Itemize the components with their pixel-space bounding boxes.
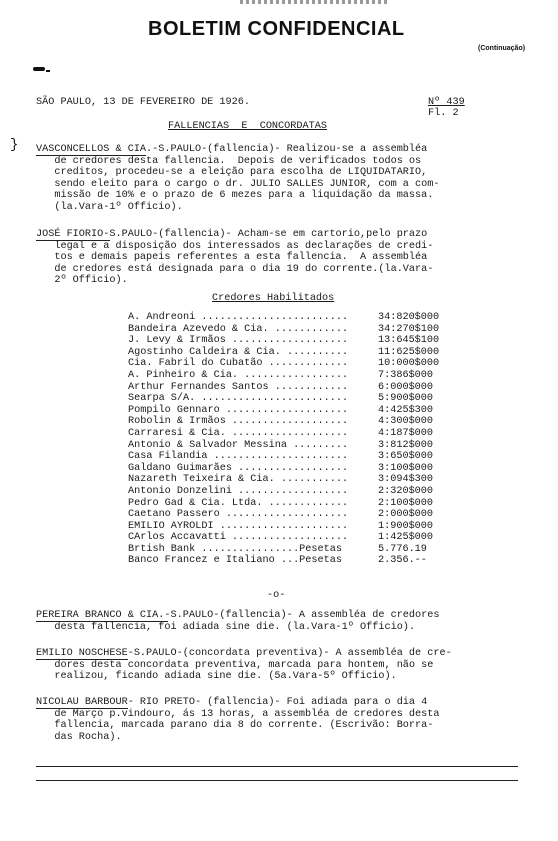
creditor-value: 7:386$000: [378, 369, 434, 381]
table-row: [128, 555, 488, 567]
entry-line: realizou, ficando adiada sine die. (5a.Vara-5º Officio).: [36, 671, 397, 683]
creditor-value: 3:094$300: [378, 474, 434, 486]
table-row: [128, 405, 488, 417]
table-row: [128, 312, 488, 324]
creditor-value: 1:900$000: [378, 520, 434, 532]
creditor-name: Casa Filandia ......................: [128, 451, 349, 463]
table-row: [128, 416, 488, 428]
table-row: [128, 370, 488, 382]
creditor-value: 13:645$100: [378, 335, 440, 347]
creditor-name: CArlos Accavatti ...................: [128, 532, 349, 544]
table-row: [128, 347, 488, 359]
table-row: [128, 498, 488, 510]
table-row: [128, 382, 488, 394]
heading-underline: [36, 708, 128, 709]
creditor-name: A. Pinheiro & Cia. .................: [128, 369, 349, 381]
table-row: [128, 428, 488, 440]
entry-line: VASCONCELLOS & CIA.-S.PAULO-(fallencia)- Realizou-se a assembléa: [36, 144, 428, 155]
document-date: SÃO PAULO, 13 DE FEVEREIRO DE 1926.: [36, 97, 250, 108]
creditor-value: 5.776.19: [378, 543, 427, 555]
creditor-name: Galdano Guimarães ..................: [128, 462, 349, 474]
creditor-value: 34:270$100: [378, 323, 440, 335]
creditor-value: 11:625$000: [378, 346, 440, 358]
creditor-value: 4:425$300: [378, 404, 434, 416]
creditor-name: Caetano Passero ....................: [128, 509, 349, 521]
creditor-name: Agostinho Caldeira & Cia. ..........: [128, 346, 349, 358]
heading-underline: [36, 621, 168, 622]
entry-line: de credores está designada para o dia 19 do corrente.(la.Vara-: [36, 263, 434, 275]
entry-barbour: [36, 697, 526, 743]
entry-noschese: [36, 648, 526, 683]
creditor-value: 3:100$000: [378, 462, 434, 474]
table-row: [128, 451, 488, 463]
creditor-name: Banco Francez e Italiano ...Pesetas: [128, 555, 342, 567]
creditor-name: A. Andreoni ........................: [128, 312, 349, 323]
continuation-label: (Continuação): [478, 45, 526, 52]
page-title: BOLETIM CONFIDENCIAL: [148, 18, 405, 40]
entry-line: sendo eleito para o cargo o dr. JULIO SALLES JUNIOR, com a com-: [36, 178, 440, 190]
heading-underline: [36, 659, 128, 660]
bulletin-number: Nº 439: [428, 97, 465, 108]
creditor-name: Nazareth Teixeira & Cia. ...........: [128, 474, 349, 486]
creditor-value: 6:000$000: [378, 381, 434, 393]
entry-line: 2º Officio).: [36, 275, 128, 287]
creditor-value: 2:100$000: [378, 497, 434, 509]
entry-line: tos e demais papeis referentes a esta fallencia. A assembléa: [36, 252, 428, 264]
entry-line: (la.Vara-1º Officio).: [36, 201, 183, 213]
creditor-name: Carraresi & Cia. ...................: [128, 427, 349, 439]
entry-line: missão de 10% e o prazo de 6 mezes para a liquidação da massa.: [36, 190, 434, 202]
creditors-title: Credores Habilitados: [212, 293, 335, 304]
entry-line: das Rocha).: [36, 731, 122, 743]
table-row: [128, 509, 488, 521]
entry-line: legal e a disposição dos interessados as declarações de credi-: [36, 240, 434, 252]
creditor-value: 2:320$000: [378, 485, 434, 497]
creditor-name: Brtish Bank ................Pesetas: [128, 543, 342, 555]
entry-line: creditos, procedeu-se a eleição para escolha de LIQUIDATARIO,: [36, 167, 428, 179]
creditor-value: 4:187$000: [378, 427, 434, 439]
creditor-name: Pedro Gad & Cia. Ltda. .............: [128, 497, 349, 509]
entry-line: NICOLAU BARBOUR- RIO PRETO- (fallencia)- Foi adiada para o dia 4: [36, 697, 428, 708]
creditor-value: 34:820$000: [378, 312, 440, 323]
creditor-name: Cia. Fabril do Cubatão .............: [128, 358, 349, 370]
table-row: [128, 324, 488, 336]
creditor-value: 3:812$000: [378, 439, 434, 451]
table-row: [128, 532, 488, 544]
ink-mark: [46, 70, 50, 72]
table-row: [128, 393, 488, 405]
entry-line: de Março p.vindouro, ás 13 horas, a assembléa de credores desta: [36, 708, 440, 720]
table-row: [128, 544, 488, 556]
creditor-name: Robolin & Irmãos ...................: [128, 416, 349, 428]
table-row: [128, 440, 488, 452]
separator: -o-: [267, 590, 286, 601]
entry-line: EMILIO NOSCHESE-S.PAULO-(concordata preventiva)- A assembléa de cre-: [36, 648, 452, 659]
bottom-rule: [36, 766, 518, 767]
entry-line: JOSÉ FIORIO-S.PAULO-(fallencia)- Acham-se em cartorio,pelo prazo: [36, 229, 428, 240]
entry-line: dores desta concordata preventiva, marcada para hontem, não se: [36, 659, 434, 671]
creditor-name: J. Levy & Irmãos ...................: [128, 335, 349, 347]
table-row: [128, 335, 488, 347]
scan-artifact: [240, 0, 390, 4]
margin-mark: }: [10, 137, 19, 153]
creditor-value: 3:650$000: [378, 451, 434, 463]
section-heading: FALLENCIAS E CONCORDATAS: [168, 121, 327, 132]
sheet-number: Fl. 2: [428, 108, 459, 119]
entry-line: fallencia, marcada parano dia 8 do corrente. (Escrivão: Borra-: [36, 720, 434, 732]
creditor-name: Searpa S/A. ........................: [128, 393, 349, 405]
creditor-name: Pompilo Gennaro ....................: [128, 404, 349, 416]
creditor-name: Antonio & Salvador Messina .........: [128, 439, 349, 451]
creditor-name: EMILIO AYROLDI .....................: [128, 520, 349, 532]
entry-line: desta fallencia, foi adiada sine die. (la.Vara-1º Officio).: [36, 621, 416, 633]
creditor-name: Antonio Donzelini ..................: [128, 485, 349, 497]
creditor-value: 2.356.--: [378, 555, 427, 567]
entry-line: de credores desta fallencia. Depois de verificados todos os: [36, 155, 422, 167]
creditor-value: 2:000$000: [378, 509, 434, 521]
heading-underline: [36, 240, 110, 241]
creditor-value: 5:900$000: [378, 393, 434, 405]
creditor-name: Bandeira Azevedo & Cia. ............: [128, 323, 349, 335]
table-row: [128, 358, 488, 370]
table-row: [128, 463, 488, 475]
table-row: [128, 521, 488, 533]
table-row: [128, 474, 488, 486]
bottom-rule: [36, 780, 518, 781]
table-row: [128, 486, 488, 498]
entry-fiorio: [36, 229, 526, 287]
creditor-value: 10:000$000: [378, 358, 440, 370]
creditor-value: 1:425$000: [378, 532, 434, 544]
creditor-name: Arthur Fernandes Santos ............: [128, 381, 349, 393]
entry-line: PEREIRA BRANCO & CIA.-S.PAULO-(fallencia)- A assembléa de credores: [36, 610, 440, 621]
creditor-value: 4:300$000: [378, 416, 434, 428]
heading-underline: [36, 155, 146, 156]
ink-mark: [33, 67, 45, 71]
creditors-table: [128, 312, 488, 567]
